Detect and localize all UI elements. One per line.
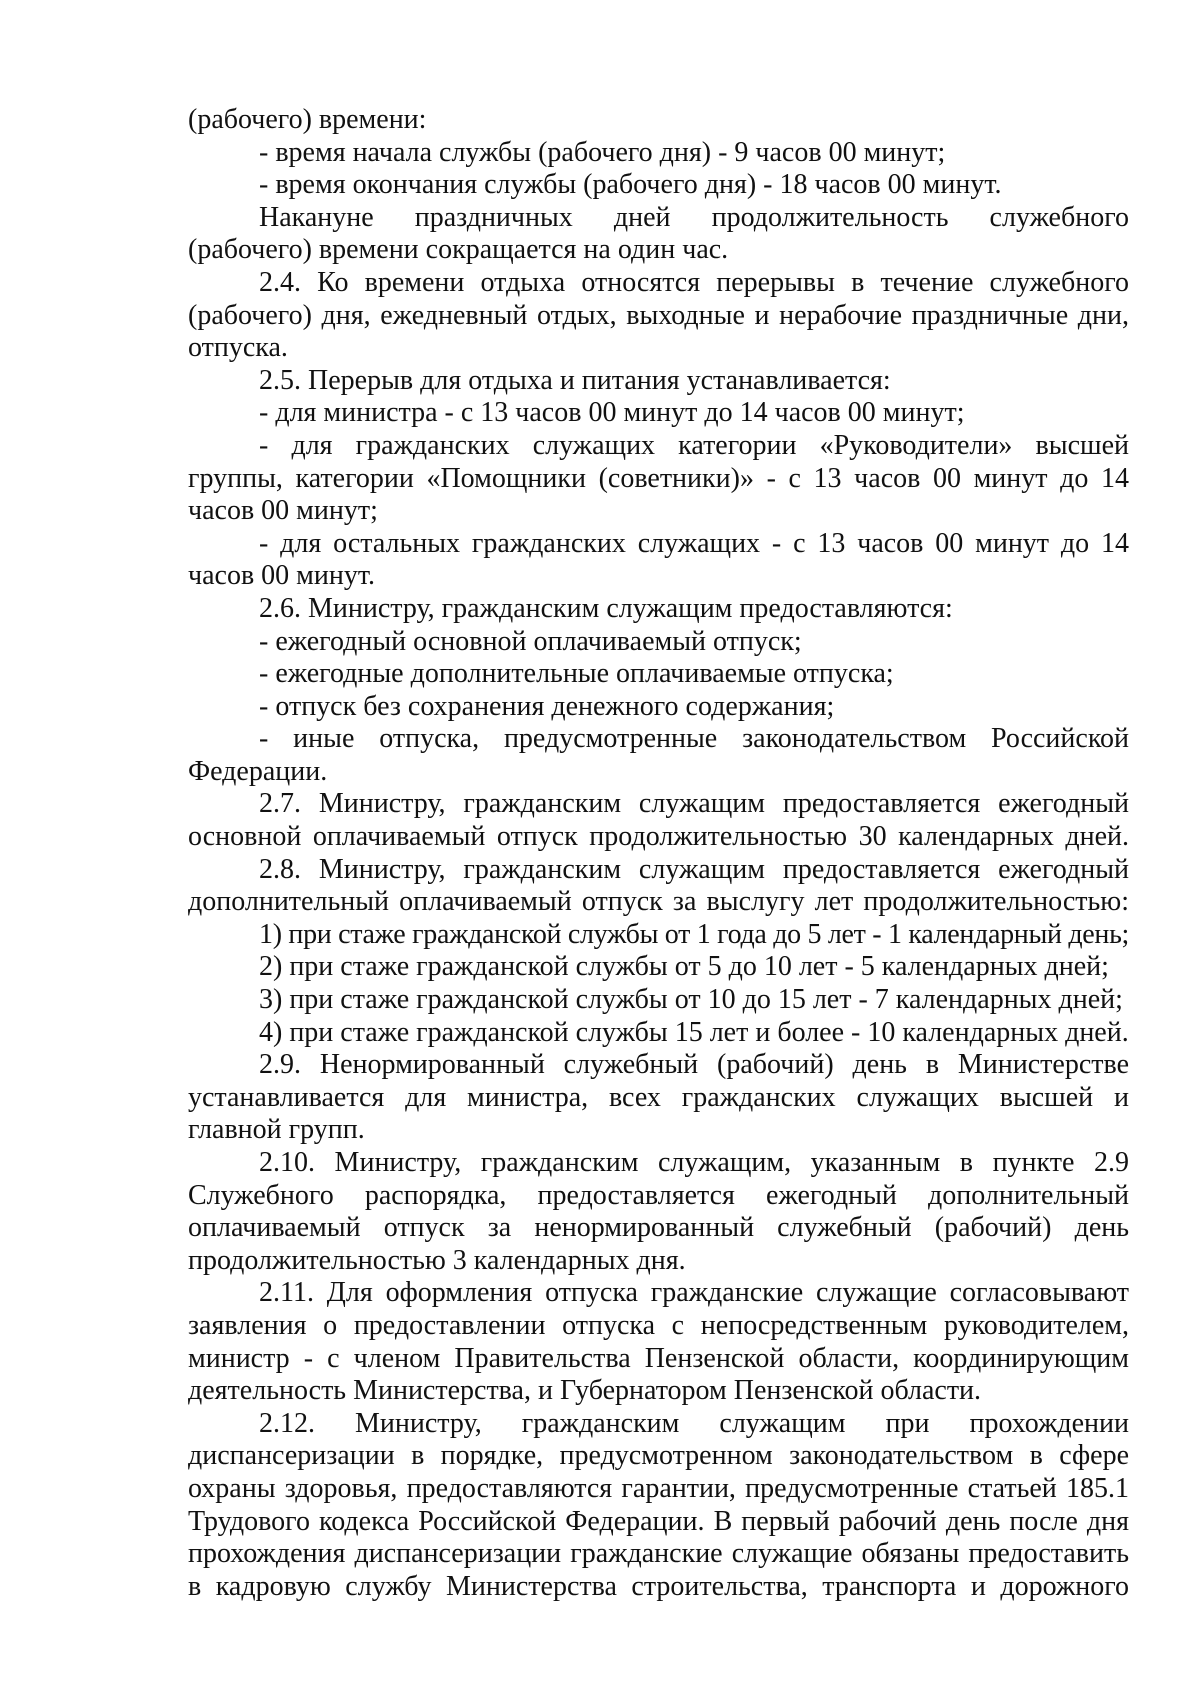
text-line: (рабочего) времени сокращается на один час. bbox=[188, 234, 729, 266]
text-line: часов 00 минут; bbox=[188, 495, 378, 527]
text-line: 2.5. Перерыв для отдыха и питания устанавливается: bbox=[259, 364, 891, 396]
text-line: часов 00 минут. bbox=[188, 560, 375, 592]
text-line: группы, категории «Помощники (советники)» - с 13 часов 00 минут до 14 bbox=[188, 462, 1129, 494]
text-line: 2.10. Министру, гражданским служащим, указанным в пункте 2.9 bbox=[259, 1147, 1129, 1178]
text-line: 2.7. Министру, гражданским служащим предоставляется ежегодный bbox=[259, 788, 1129, 820]
text-line: Трудового кодекса Российской Федерации. В первый рабочий день после дня bbox=[188, 1505, 1129, 1537]
text-line: 2.4. Ко времени отдыха относятся перерывы в течение служебного bbox=[259, 266, 1129, 298]
text-line: в кадровую службу Министерства строительства, транспорта и дорожного bbox=[188, 1570, 1129, 1602]
text-line: Федерации. bbox=[188, 755, 328, 787]
text-line: охраны здоровья, предоставляются гарантии, предусмотренные статьей 185.1 bbox=[188, 1472, 1129, 1504]
text-line: - время начала службы (рабочего дня) - 9 часов 00 минут; bbox=[259, 136, 946, 168]
text-line: - ежегодный основной оплачиваемый отпуск; bbox=[259, 625, 802, 657]
text-line: дополнительный оплачиваемый отпуск за выслугу лет продолжительностью: bbox=[188, 886, 1129, 918]
text-line: - для министра - с 13 часов 00 минут до 14 часов 00 минут; bbox=[259, 397, 965, 429]
text-line: прохождения диспансеризации гражданские служащие обязаны предоставить bbox=[188, 1538, 1129, 1570]
text-line: 4) при стаже гражданской службы 15 лет и более - 10 календарных дней. bbox=[259, 1016, 1129, 1048]
text-line: 2.11. Для оформления отпуска гражданские служащие согласовывают bbox=[259, 1277, 1129, 1309]
text-line: устанавливается для министра, всех гражданских служащих высшей и bbox=[188, 1081, 1129, 1113]
text-line: Накануне праздничных дней продолжительность служебного bbox=[259, 201, 1129, 233]
text-line: Служебного распорядка, предоставляется ежегодный дополнительный bbox=[188, 1179, 1129, 1211]
text-line: 2.9. Ненормированный служебный (рабочий) день в Министерстве bbox=[259, 1049, 1129, 1081]
text-line: 2.8. Министру, гражданским служащим предоставляется ежегодный bbox=[259, 853, 1129, 885]
text-line: - время окончания службы (рабочего дня) - 18 часов 00 минут. bbox=[259, 169, 1002, 201]
text-line: (рабочего) времени: bbox=[188, 104, 427, 135]
text-line: - отпуск без сохранения денежного содержания; bbox=[259, 690, 835, 722]
document-body bbox=[188, 104, 1129, 1603]
text-line: - иные отпуска, предусмотренные законодательством Российской bbox=[259, 723, 1129, 755]
text-line: 2.6. Министру, гражданским служащим предоставляются: bbox=[259, 592, 953, 624]
text-line: - для гражданских служащих категории «Руководители» высшей bbox=[259, 429, 1129, 461]
text-line: основной оплачиваемый отпуск продолжительностью 30 календарных дней. bbox=[188, 821, 1129, 853]
text-line: - для остальных гражданских служащих - с 13 часов 00 минут до 14 bbox=[259, 527, 1129, 559]
text-line: министр - с членом Правительства Пензенской области, координирующим bbox=[188, 1342, 1129, 1374]
text-line: 1) при стаже гражданской службы от 1 года до 5 лет - 1 календарный день; bbox=[259, 918, 1129, 950]
text-line: деятельность Министерства, и Губернатором Пензенской области. bbox=[188, 1375, 982, 1407]
text-line: продолжительностью 3 календарных дня. bbox=[188, 1244, 686, 1276]
text-line: - ежегодные дополнительные оплачиваемые отпуска; bbox=[259, 658, 894, 690]
text-line: (рабочего) дня, ежедневный отдых, выходные и нерабочие праздничные дни, bbox=[188, 299, 1129, 331]
text-line: оплачиваемый отпуск за ненормированный служебный (рабочий) день bbox=[188, 1212, 1129, 1244]
text-line: заявления о предоставлении отпуска с непосредственным руководителем, bbox=[188, 1309, 1129, 1341]
text-line: отпуска. bbox=[188, 332, 288, 364]
text-line: диспансеризации в порядке, предусмотренном законодательством в сфере bbox=[188, 1440, 1129, 1472]
text-line: 3) при стаже гражданской службы от 10 до 15 лет - 7 календарных дней; bbox=[259, 984, 1123, 1016]
text-line: главной групп. bbox=[188, 1114, 365, 1146]
text-line: 2.12. Министру, гражданским служащим при прохождении bbox=[259, 1407, 1129, 1439]
text-line: 2) при стаже гражданской службы от 5 до 10 лет - 5 календарных дней; bbox=[259, 951, 1109, 983]
